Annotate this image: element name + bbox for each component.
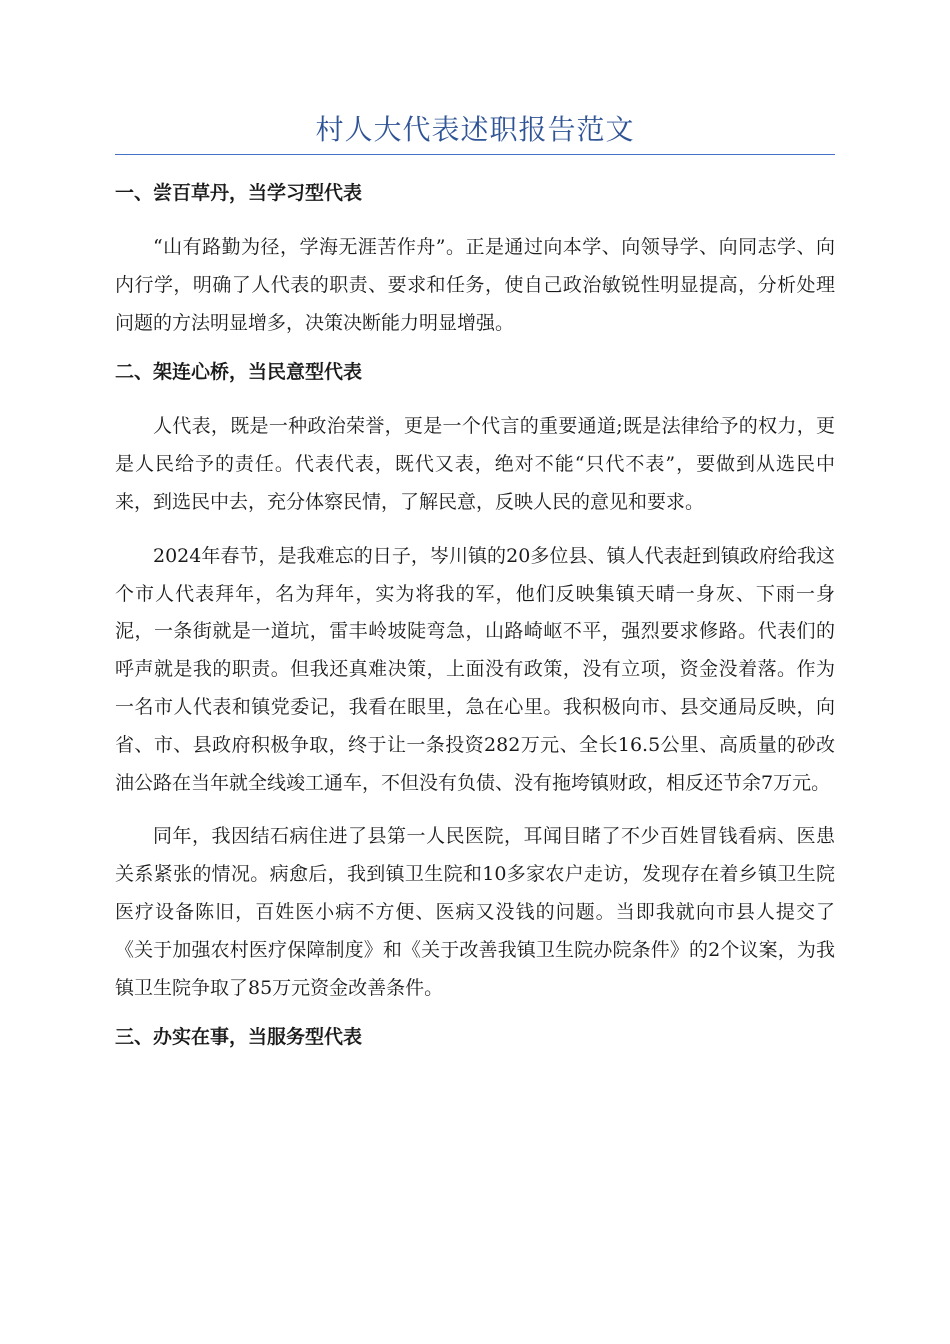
paragraph: “山有路勤为径，学海无涯苦作舟”。正是通过向本学、向领导学、向同志学、向内行学，明确了人代表的职责、要求和任务，使自己政治敏锐性明显提高，分析处理问题的方法明显增多，决策决断能力明显增强。 [115,236,835,334]
section-heading: 三、办实在事，当服务型代表 [115,1026,363,1049]
paragraph: 人代表，既是一种政治荣誉，更是一个代言的重要通道;既是法律给予的权力，更是人民给予的责任。代表代表，既代又表，绝对不能“只代不表”，要做到从选民中来，到选民中去，充分体察民情，了解民意，反映人民的意见和要求。 [115,415,835,513]
section-heading: 一、尝百草丹，当学习型代表 [115,182,363,204]
paragraph: 同年，我因结石病住进了县第一人民医院，耳闻目睹了不少百姓冒钱看病、医患关系紧张的情况。病愈后，我到镇卫生院和10多家农户走访，发现存在着乡镇卫生院医疗设备陈旧，百姓医小病不方便、医病又没钱的问题。当即我就向市县人提交了《关于加强农村医疗保障制度》和《关于改善我镇卫生院办院条件》的2个议案，为我镇卫生院争取了85万元资金改善条件。 [115,825,835,999]
paragraph: 2024年春节，是我难忘的日子，岑川镇的20多位县、镇人代表赶到镇政府给我这个市人代表拜年，名为拜年，实为将我的军，他们反映集镇天晴一身灰、下雨一身泥，一条街就是一道坑，雷丰岭坡陡弯急，山路崎岖不平，强烈要求修路。代表们的呼声就是我的职责。但我还真难决策，上面没有政策，没有立项，资金没着落。作为一名市人代表和镇党委记，我看在眼里，急在心里。我积极向市、县交通局反映，向省、市、县政府积极争取，终于让一条投资282万元、全长16.5公里、高质量的砂改油公路在当年就全线竣工通车，不但没有负债、没有拖垮镇财政，相反还节余7万元。 [115,544,835,794]
document-page [115,108,835,1073]
section-2 [115,358,835,1007]
section-heading: 二、架连心桥，当民意型代表 [115,361,363,384]
section-3 [115,1023,835,1051]
title-underline [115,154,835,155]
section-1 [115,179,835,342]
document-title: 村人大代表述职报告范文 [315,113,635,146]
